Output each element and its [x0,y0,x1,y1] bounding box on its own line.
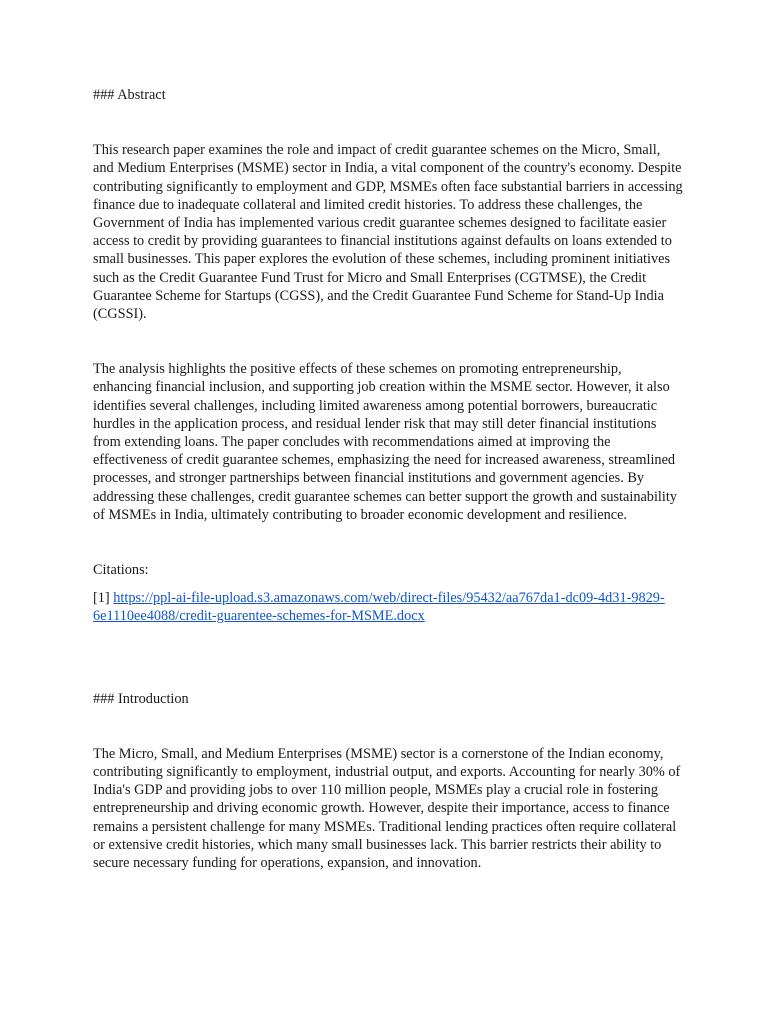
abstract-paragraph-2: The analysis highlights the positive effects of these schemes on promoting entrepreneurship, enhancing financial inclusion, and supporting job creation within the MSME sector. However, it also identifies several challenges, including limited awareness among potential borrowers, bureaucratic hurdles in the application process, and residual lender risk that may still deter financial institutions from extending loans. The paper concludes with recommendations aimed at improving the effectiveness of credit guarantee schemes, emphasizing the need for increased awareness, streamlined processes, and stronger partnerships between financial institutions and government agencies. By addressing these challenges, credit guarantee schemes can better support the growth and sustainability of MSMEs in India, ultimately contributing to broader economic development and resilience. [93,361,677,523]
citation-marker: [1] [93,590,110,607]
citations-label: Citations: [93,562,149,579]
citation-item [93,589,683,625]
spacer [93,323,683,360]
abstract-heading: ### Abstract [93,87,166,103]
spacer [93,104,683,141]
spacer [93,708,683,745]
abstract-paragraph-1: This research paper examines the role and impact of credit guarantee schemes on the Micro, Small, and Medium Enterprises (MSME) sector in India, a vital component of the country's economy. Despite contributing significantly to employment and GDP, MSMEs often face substantial barriers in accessing finance due to inadequate collateral and limited credit histories. To address these challenges, the Government of India has implemented various credit guarantee schemes designed to facilitate easier access to credit by providing guarantees to financial institutions against defaults on loans extended to small businesses. This paper explores the evolution of these schemes, including prominent initiatives such as the Credit Guarantee Fund Trust for Micro and Small Enterprises (CGTMSE), the Credit Guarantee Scheme for Startups (CGSS), and the Credit Guarantee Fund Scheme for Stand-Up India (CGSSI). [93,142,683,323]
spacer [93,579,683,589]
spacer [93,524,683,561]
citation-link[interactable]: https://ppl-ai-file-upload.s3.amazonaws.com/web/direct-files/95432/aa767da1-dc09-4d31-9829-6e1110ee4088/credit-guarentee-schemes-for-MSME.docx [93,590,665,625]
introduction-heading: ### Introduction [93,690,189,707]
document-page [93,86,683,872]
introduction-paragraph-1: The Micro, Small, and Medium Enterprises (MSME) sector is a cornerstone of the Indian economy, contributing significantly to employment, industrial output, and exports. Accounting for nearly 30% of India's GDP and providing jobs to over 110 million people, MSMEs play a crucial role in fostering entrepreneurship and driving economic growth. However, despite their importance, access to finance remains a persistent challenge for many MSMEs. Traditional lending practices often require collateral or extensive credit histories, which many small businesses lack. This barrier restricts their ability to secure necessary funding for operations, expansion, and innovation. [93,745,681,872]
spacer [93,626,683,690]
